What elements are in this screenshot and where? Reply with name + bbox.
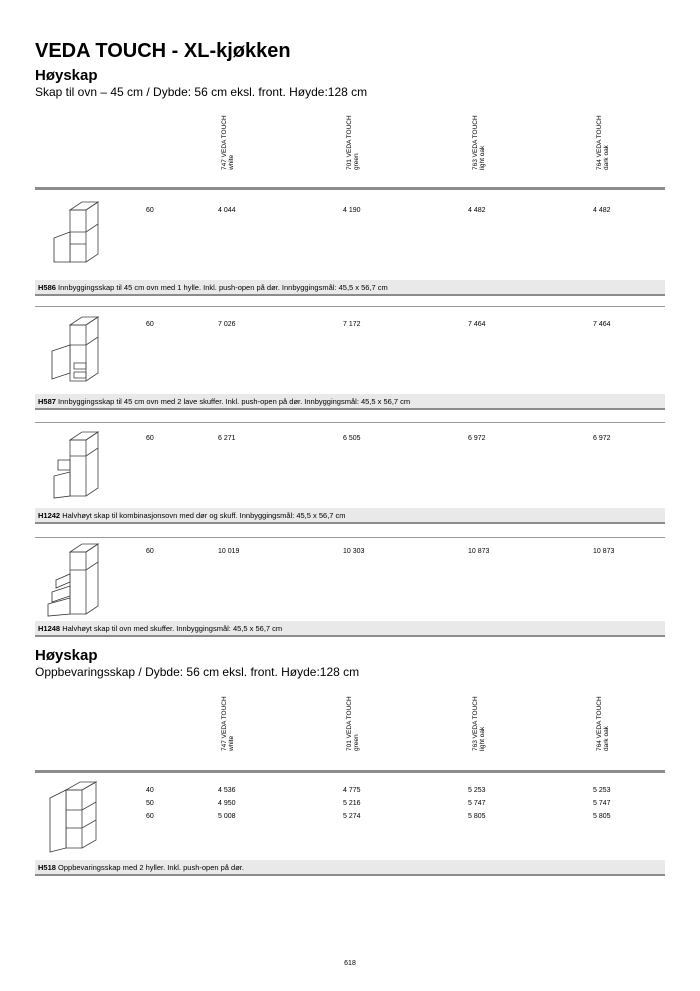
price-white: 4 044 (218, 207, 236, 214)
product-code: H586 (38, 283, 56, 292)
product-code: H1248 (38, 624, 61, 633)
header-divider (35, 187, 665, 190)
price-green: 4 190 (343, 207, 361, 214)
price-white: 4 950 (218, 800, 236, 807)
cabinet-illustration-h1248 (46, 542, 106, 618)
price-green: 5 216 (343, 800, 361, 807)
price-light-oak: 5 805 (468, 813, 486, 820)
column-header-light-oak: 763 VEDA TOUCH light oak (472, 115, 486, 170)
product-description-band (35, 394, 665, 410)
column-header-white: 747 VEDA TOUCH white (221, 696, 235, 751)
price-dark-oak: 5 253 (593, 787, 611, 794)
product-description-band (35, 860, 665, 876)
header-divider (35, 770, 665, 773)
product-description-band (35, 508, 665, 524)
price-dark-oak: 6 972 (593, 435, 611, 442)
price-light-oak: 10 873 (468, 548, 490, 555)
cabinet-illustration-h1242 (48, 430, 104, 500)
section-subheading: Skap til ovn – 45 cm / Dybde: 56 cm eksl. front. Høyde:128 cm (35, 85, 368, 99)
price-white: 6 271 (218, 435, 236, 442)
price-white: 4 536 (218, 787, 236, 794)
width-value: 40 (146, 787, 154, 794)
product-description: Halvhøyt skap til ovn med skuffer. Innbyggingsmål: 45,5 x 56,7 cm (62, 624, 283, 633)
row-divider (35, 306, 665, 307)
price-dark-oak: 10 873 (593, 548, 615, 555)
page-title: VEDA TOUCH - XL-kjøkken (35, 40, 291, 62)
price-dark-oak: 5 805 (593, 813, 611, 820)
price-light-oak: 5 747 (468, 800, 486, 807)
product-code: H1242 (38, 511, 61, 520)
section-subheading: Oppbevaringsskap / Dybde: 56 cm eksl. front. Høyde:128 cm (35, 665, 360, 679)
price-green: 5 274 (343, 813, 361, 820)
page-number: 618 (344, 960, 356, 967)
price-green: 4 775 (343, 787, 361, 794)
row-divider (35, 422, 665, 423)
price-light-oak: 6 972 (468, 435, 486, 442)
product-code: H587 (38, 397, 56, 406)
product-description-band (35, 621, 665, 637)
price-green: 10 303 (343, 548, 365, 555)
price-green: 6 505 (343, 435, 361, 442)
price-white: 5 008 (218, 813, 236, 820)
price-white: 10 019 (218, 548, 240, 555)
price-dark-oak: 7 464 (593, 321, 611, 328)
width-value: 60 (146, 435, 154, 442)
cabinet-illustration-h518 (44, 778, 106, 854)
product-description: Oppbevaringsskap med 2 hyller. Inkl. push-open på dør. (58, 863, 244, 872)
product-description: Halvhøyt skap til kombinasjonsovn med dør og skuff. Innbyggingsmål: 45,5 x 56,7 cm (62, 511, 346, 520)
product-description-band (35, 280, 665, 296)
section-heading: Høyskap (35, 67, 98, 84)
column-header-dark-oak: 764 VEDA TOUCH dark oak (596, 115, 610, 170)
price-white: 7 026 (218, 321, 236, 328)
cabinet-illustration-h586 (48, 198, 104, 266)
section-heading: Høyskap (35, 647, 98, 664)
row-divider (35, 537, 665, 538)
width-value: 60 (146, 321, 154, 328)
product-description: Innbyggingsskap til 45 cm ovn med 2 lave skuffer. Inkl. push-open på dør. Innbyggingsmål: 45,5 x 56,7 cm (58, 397, 411, 406)
product-description: Innbyggingsskap til 45 cm ovn med 1 hylle. Inkl. push-open på dør. Innbyggingsmål: 45,5 x 56,7 cm (58, 283, 388, 292)
column-header-dark-oak: 764 VEDA TOUCH dark oak (596, 696, 610, 751)
cabinet-illustration-h587 (48, 315, 104, 383)
price-light-oak: 4 482 (468, 207, 486, 214)
width-value: 60 (146, 207, 154, 214)
price-dark-oak: 5 747 (593, 800, 611, 807)
product-code: H518 (38, 863, 56, 872)
column-header-white: 747 VEDA TOUCH white (221, 115, 235, 170)
column-header-green: 701 VEDA TOUCH green (346, 696, 360, 751)
price-light-oak: 5 253 (468, 787, 486, 794)
price-light-oak: 7 464 (468, 321, 486, 328)
price-dark-oak: 4 482 (593, 207, 611, 214)
column-header-light-oak: 763 VEDA TOUCH light oak (472, 696, 486, 751)
price-green: 7 172 (343, 321, 361, 328)
width-value: 50 (146, 800, 154, 807)
column-header-green: 701 VEDA TOUCH green (346, 115, 360, 170)
width-value: 60 (146, 813, 154, 820)
width-value: 60 (146, 548, 154, 555)
